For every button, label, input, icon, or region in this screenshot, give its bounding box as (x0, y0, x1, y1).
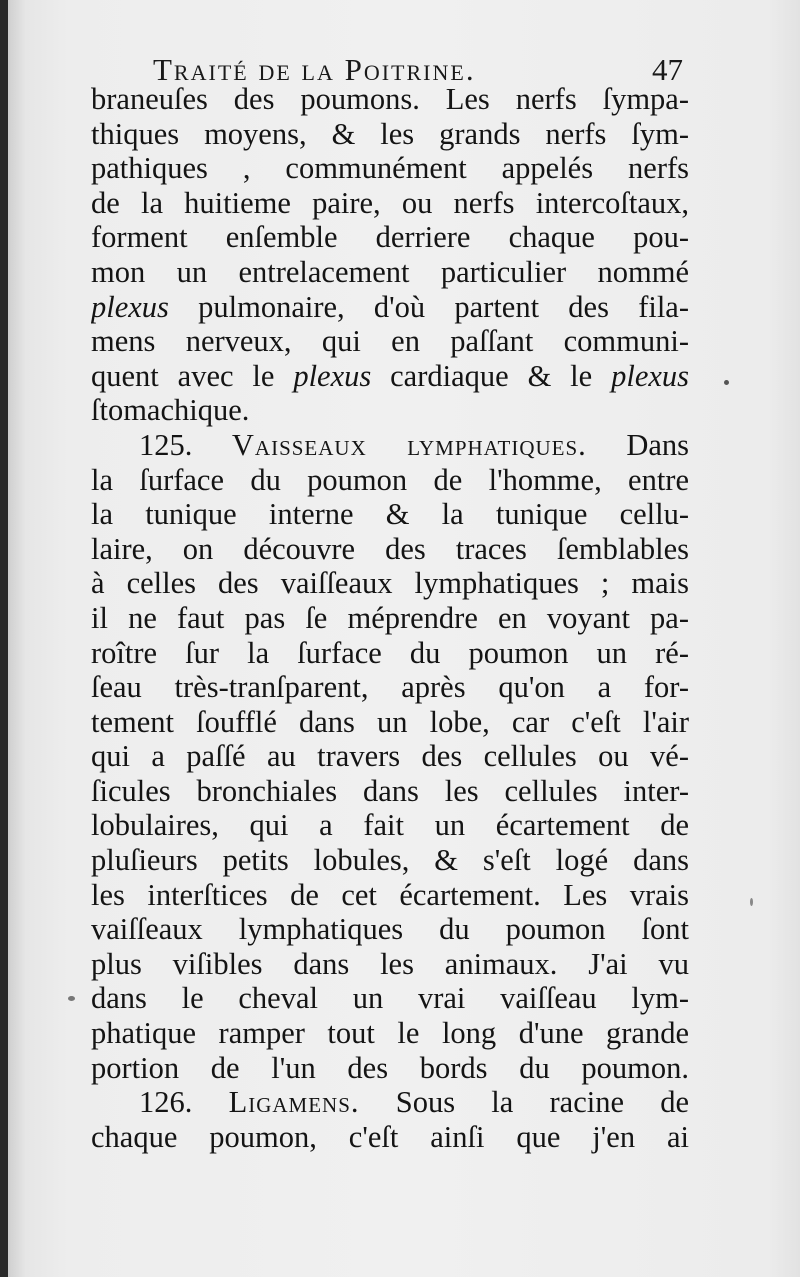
text-line: tement ſoufflé dans un lobe, car c'eſt l'air (91, 704, 689, 739)
text-line: chaque poumon, c'eſt ainſi que j'en ai (91, 1119, 689, 1154)
text-line: la ſurface du poumon de l'homme, entre (91, 462, 689, 497)
ink-speck (750, 898, 753, 906)
text-line: pathiques , communément appelés nerfs (91, 151, 689, 186)
text-line: braneuſes des poumons. Les nerfs ſympa- (91, 82, 689, 116)
text-line: thiques moyens, & les grands nerfs ſym- (91, 116, 689, 151)
text-line: lobulaires, qui a fait un écartement de (91, 808, 689, 843)
text-line: les interſtices de cet écartement. Les vrais (91, 877, 689, 912)
book-page (8, 0, 800, 1277)
text-line: 125. Vaisseaux lymphatiques. Dans (139, 427, 689, 462)
text-line: ſtomachique. (91, 393, 250, 428)
ink-speck (724, 380, 729, 385)
text-line: la tunique interne & la tunique cellu- (91, 497, 689, 532)
page-number: 47 (652, 52, 683, 87)
text-line: de la huitieme paire, ou nerfs intercoſtaux, (91, 185, 689, 220)
text-line: quent avec le plexus cardiaque & le plexus (91, 358, 689, 393)
text-line: plus viſibles dans les animaux. J'ai vu (91, 946, 689, 981)
running-title: Traité de la Poitrine. (153, 52, 476, 87)
text-line: il ne faut pas ſe méprendre en voyant pa- (91, 600, 689, 635)
text-line: phatique ramper tout le long d'une grande (91, 1016, 689, 1051)
text-line: ſicules bronchiales dans les cellules inter- (91, 773, 689, 808)
ink-speck (68, 996, 75, 1001)
text-line: mon un entrelacement particulier nommé (91, 254, 689, 289)
text-line: dans le cheval un vrai vaiſſeau lym- (91, 981, 689, 1016)
text-line: roître ſur la ſurface du poumon un ré- (91, 635, 689, 670)
text-line: mens nerveux, qui en paſſant communi- (91, 324, 689, 359)
text-line: portion de l'un des bords du poumon. (91, 1050, 689, 1085)
text-line: ſeau très-tranſparent, après qu'on a for- (91, 670, 689, 705)
text-line: forment enſemble derriere chaque pou- (91, 220, 689, 255)
text-line: à celles des vaiſſeaux lymphatiques ; mais (91, 566, 689, 601)
text-line: 126. Ligamens. Sous la racine de (139, 1085, 689, 1120)
text-line: vaiſſeaux lymphatiques du poumon ſont (91, 912, 689, 947)
body-text (91, 82, 689, 1154)
text-line: plexus pulmonaire, d'où partent des fila- (91, 289, 689, 324)
text-line: laire, on découvre des traces ſemblables (91, 531, 689, 566)
text-line: qui a paſſé au travers des cellules ou vé- (91, 739, 689, 774)
text-line: pluſieurs petits lobules, & s'eſt logé dans (91, 843, 689, 878)
